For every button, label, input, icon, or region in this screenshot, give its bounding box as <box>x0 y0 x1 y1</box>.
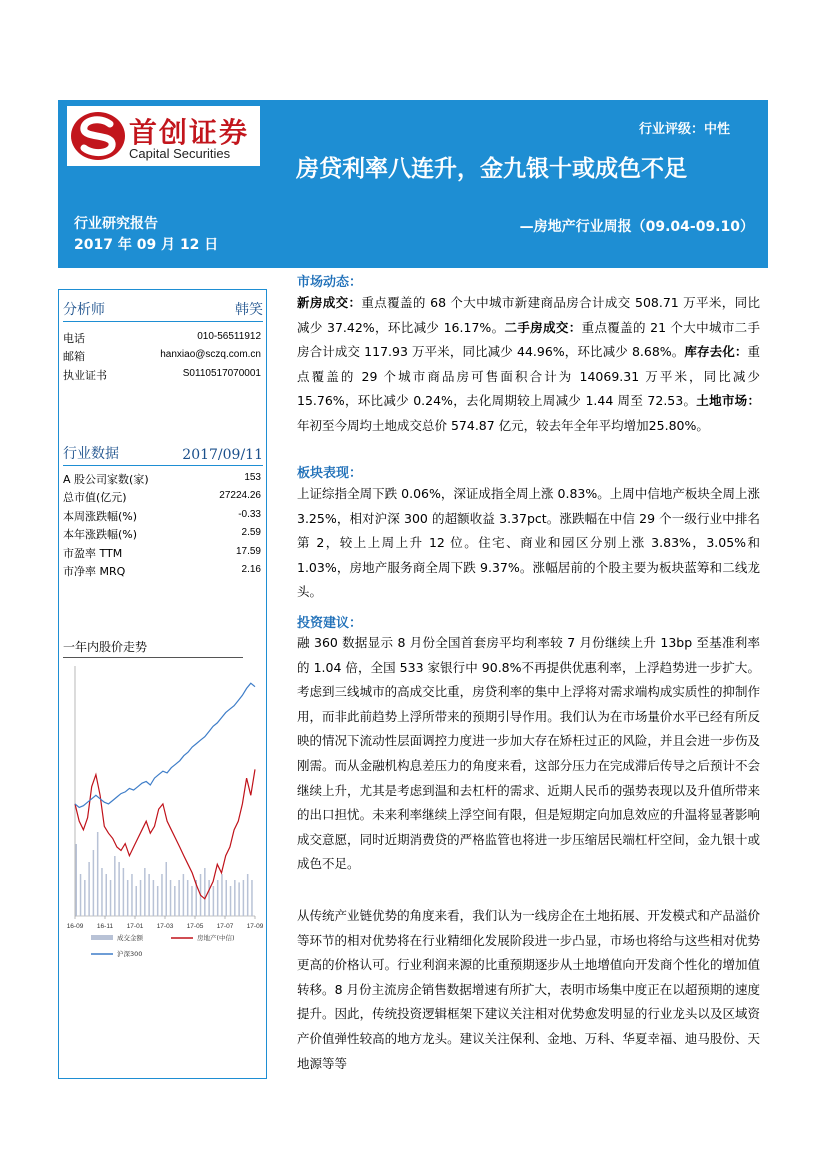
volume-bar <box>84 880 86 916</box>
volume-bar <box>247 874 249 916</box>
new-home-text: 重点覆盖的 68 个大中城市新建商品房合计成交 508.71 万平米，同比减少 37.42%，环比减少 16.17%。 <box>297 295 760 335</box>
analyst-phone-label: 电话 <box>63 332 85 345</box>
analyst-email-row <box>63 348 261 366</box>
sidebar <box>58 289 267 1079</box>
analyst-phone: 010-56511912 <box>197 331 261 342</box>
industry-row-value: -0.33 <box>238 509 261 520</box>
x-tick-label: 17-03 <box>156 923 174 930</box>
volume-bar <box>161 874 163 916</box>
volume-bar <box>226 880 228 916</box>
industry-row-value: 153 <box>244 472 261 483</box>
volume-bar <box>76 844 78 916</box>
volume-bar <box>221 874 223 916</box>
volume-bar <box>148 874 150 916</box>
volume-bar <box>101 868 103 916</box>
industry-row-value: 2.16 <box>241 564 261 575</box>
volume-bar <box>93 850 95 916</box>
inventory-text: 重点覆盖的 29 个城市商品房可售面积合计为 14069.31 万平米，同比减少 15.76%，环比减少 0.24%，去化周期较上周减少 1.44 周至 72.53。 <box>297 344 760 409</box>
inventory-label: 库存去化： <box>684 344 748 360</box>
analyst-email-label: 邮箱 <box>63 350 85 363</box>
volume-bar <box>80 874 82 916</box>
industry-row <box>63 508 261 526</box>
industry-row-value: 2.59 <box>241 527 261 538</box>
second-hand-label: 二手房成交： <box>504 319 582 335</box>
volume-bar <box>174 886 176 916</box>
volume-bar <box>170 880 172 916</box>
volume-bar <box>204 868 206 916</box>
industry-data-header <box>63 444 263 466</box>
stock-trend-chart <box>63 658 263 968</box>
volume-bar <box>243 880 245 916</box>
x-tick-label: 17-07 <box>216 923 234 930</box>
volume-bar <box>118 862 120 916</box>
volume-bar <box>191 886 193 916</box>
x-tick-label: 16-11 <box>96 923 114 930</box>
industry-data-label: 行业数据 <box>63 446 119 462</box>
industry-row <box>63 471 261 489</box>
industry-row <box>63 526 261 544</box>
analyst-cert-row <box>63 367 261 385</box>
report-type: 行业研究报告 <box>74 216 158 232</box>
logo-chinese-name: 首创证券 <box>129 116 250 149</box>
section-title-market: 市场动态： <box>297 275 363 290</box>
volume-bar <box>114 856 116 916</box>
industry-row-label: 本周涨跌幅(%) <box>63 510 138 523</box>
logo-english-name: Capital Securities <box>129 146 231 161</box>
analyst-cert-label: 执业证书 <box>63 369 107 382</box>
industry-row <box>63 563 261 581</box>
volume-bar <box>187 880 189 916</box>
company-logo <box>67 106 260 166</box>
volume-bar <box>251 880 253 916</box>
volume-bar <box>234 880 236 916</box>
volume-bar <box>136 886 138 916</box>
legend-label: 沪深300 <box>117 950 143 958</box>
analyst-header <box>63 300 263 322</box>
advice-paragraph-1: 融 360 数据显示 8 月份全国首套房平均利率较 7 月份继续上升 13bp 至基准利率的 1.04 倍，全国 533 家银行中 90.8%不再提供优惠利率，上浮趋势进一步扩大。考虑到三线城市的高成交比重，房贷利率的集中上浮将对需求端构成实质性的抑制作用，而非此前趋势上浮所带来的预期引导作用。我们认为在市场量价水平已经有所反映的情况下流动性层面调控力度进一步加大存在矫枉过正的风险，并且会进一步伤及刚需。而从金融机构息差压力的角度来看，这部分压力在完成滞后传导之后预计不会继续上升，尤其是考虑到温和去杠杆的需求、近期人民币的强势表现以及升值所带来的出口担忧。未来利率继续上浮空间有限，但是短期定向加息效应的升温将显著影响成交意愿，同时近期消费贷的严格监管也将进一步压缩居民端杠杆空间，金九银十或成色不足。 <box>297 635 760 872</box>
volume-bar <box>153 880 155 916</box>
industry-row <box>63 545 261 563</box>
advice-paragraph-2: 从传统产业链优势的角度来看，我们认为一线房企在土地拓展、开发模式和产品溢价等环节的相对优势将在行业精细化发展阶段进一步凸显，市场也将给与这些相对优势更高的价格认可。行业利润来源的比重预期逐步从土地增值向开发商个性化的增加值转移。8 月份主流房企销售数据增速有所扩大，表明市场集中度正在以超预期的速度提升。因此，传统投资逻辑框架下建议关注相对优势愈发明显的行业龙头以及区域资产价值弹性较高的地方龙头。建议关注保利、金地、万科、华夏幸福、迪马股份、天地源等等 <box>297 908 760 1071</box>
volume-bar <box>88 862 90 916</box>
section-title-advice: 投资建议： <box>297 616 363 631</box>
x-tick-label: 16-09 <box>66 923 84 930</box>
industry-row-label: 总市值(亿元) <box>63 491 127 504</box>
industry-data-date: 2017/09/11 <box>182 447 263 463</box>
report-title: 房贷利率八连升，金九银十或成色不足 <box>296 155 687 182</box>
report-subtitle: —房地产行业周报（09.04-09.10） <box>519 219 754 235</box>
volume-bar <box>123 868 125 916</box>
volume-bar <box>183 874 185 916</box>
volume-bar <box>217 880 219 916</box>
land-market-label: 土地市场： <box>696 393 760 409</box>
analyst-cert: S0110517070001 <box>182 368 261 379</box>
second-hand-text: 重点覆盖的 21 个大中城市二手房合计成交 117.93 万平米，同比减少 44.96%，环比减少 8.68%。 <box>297 319 760 360</box>
report-date: 2017 年 09 月 12 日 <box>74 237 219 253</box>
legend-swatch <box>91 935 113 940</box>
volume-bar <box>230 886 232 916</box>
industry-rating: 行业评级：中性 <box>638 122 730 137</box>
industry-row-value: 17.59 <box>235 546 261 557</box>
volume-bar <box>97 832 99 916</box>
logo-s-icon <box>70 110 126 162</box>
industry-row-label: 市净率 MRQ <box>63 565 126 578</box>
analyst-email[interactable]: hanxiao@sczq.com.cn <box>160 349 261 360</box>
sector-paragraph: 上证综指全周下跌 0.06%，深证成指全周上涨 0.83%。上周中信地产板块全周上涨 3.25%，相对沪深 300 的超额收益 3.37pct。涨跌幅在中信 29 个一级行业中排名第 2，较上上周上升 12 位。住宅、商业和园区分别上涨 3.83%，3.05%和 1.03%，房地产服务商全周下跌 9.37%。涨幅居前的个股主要为板块蓝筹和二线龙头。 <box>297 486 760 600</box>
land-market-text: 年初至今周均土地成交总价 574.87 亿元，较去年全年平均增加25.80%。 <box>297 417 709 433</box>
industry-row-label: 本年涨跌幅(%) <box>63 528 138 541</box>
industry-row-label: 市盈率 TTM <box>63 547 123 560</box>
industry-row-label: A 股公司家数(家) <box>63 473 149 486</box>
legend-label: 房地产(中信) <box>197 934 235 942</box>
chart-title: 一年内股价走势 <box>63 638 243 658</box>
section-title-sector: 板块表现： <box>297 466 363 481</box>
volume-bar <box>144 868 146 916</box>
volume-bar <box>157 886 159 916</box>
industry-row <box>63 489 261 507</box>
volume-bar <box>110 880 112 916</box>
industry-row-value: 27224.26 <box>219 490 261 501</box>
analyst-phone-row <box>63 330 261 348</box>
x-tick-label: 17-09 <box>246 923 263 930</box>
volume-bar <box>166 862 168 916</box>
volume-bar <box>178 880 180 916</box>
x-tick-label: 17-05 <box>186 923 204 930</box>
volume-bar <box>238 882 240 916</box>
volume-bar <box>213 886 215 916</box>
volume-bar <box>106 874 108 916</box>
new-home-label: 新房成交： <box>297 295 362 310</box>
series-line-csi300 <box>75 683 255 807</box>
volume-bar <box>127 880 128 916</box>
analyst-name: 韩笑 <box>235 302 263 318</box>
x-tick-label: 17-01 <box>126 923 144 930</box>
market-paragraph <box>297 291 760 439</box>
analyst-label: 分析师 <box>63 302 105 318</box>
volume-bar <box>131 874 133 916</box>
report-header <box>58 100 768 268</box>
volume-bar <box>140 880 142 916</box>
volume-bar <box>208 880 210 916</box>
legend-label: 成交金额 <box>117 934 143 942</box>
